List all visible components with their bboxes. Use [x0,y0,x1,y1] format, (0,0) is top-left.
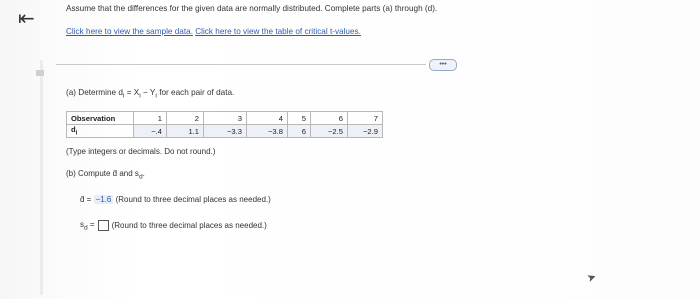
observation-cell: 6 [311,112,348,125]
observation-header: Observation [67,112,134,125]
table-row [67,112,383,125]
links-row [66,27,361,36]
sample-data-link[interactable]: Click here to view the sample data. [66,27,193,36]
mouse-cursor-icon: ➤ [585,270,599,286]
differences-table [66,111,383,138]
dbar-label: d̄ = [80,195,94,204]
difference-input[interactable]: 6 [288,125,311,138]
critical-values-link[interactable]: Click here to view the table of critical t-values. [195,27,361,36]
dbar-input[interactable]: −1.6 [95,195,112,204]
difference-input[interactable]: −3.3 [204,125,247,138]
table-note: (Type integers or decimals. Do not round.) [66,147,216,156]
dbar-answer-row [80,195,271,204]
difference-input[interactable]: −2.9 [348,125,383,138]
difference-input[interactable]: −.4 [134,125,167,138]
dbar-hint: (Round to three decimal places as needed.) [115,195,271,204]
expand-more-button[interactable]: ••• [429,59,457,71]
sd-label: $s_d$ = [80,220,95,232]
difference-input[interactable]: −3.8 [247,125,288,138]
divider [56,64,426,65]
sd-answer-row [80,220,267,232]
observation-cell: 3 [204,112,247,125]
difference-input[interactable]: −2.5 [311,125,348,138]
difference-input[interactable]: 1.1 [167,125,204,138]
sd-hint: (Round to three decimal places as needed.) [111,221,267,231]
left-scroll-track[interactable] [40,60,43,295]
left-scroll-thumb[interactable] [36,70,44,76]
observation-cell: 2 [167,112,204,125]
difference-header: $d_i$ [67,125,134,138]
observation-cell: 7 [348,112,383,125]
sd-input[interactable] [98,220,109,231]
observation-cell: 4 [247,112,288,125]
back-arrow-icon[interactable]: ⇤ [18,8,35,30]
part-a-prompt: (a) Determine $d_i = X_i - Y_i$ for each pair of data. [66,88,235,100]
question-intro: Assume that the differences for the given data are normally distributed. Complete parts (a) through (d). [66,4,438,13]
observation-cell: 1 [134,112,167,125]
part-b-prompt: (b) Compute d̄ and $s_d$. [66,169,145,181]
observation-cell: 5 [288,112,311,125]
table-row [67,125,383,138]
